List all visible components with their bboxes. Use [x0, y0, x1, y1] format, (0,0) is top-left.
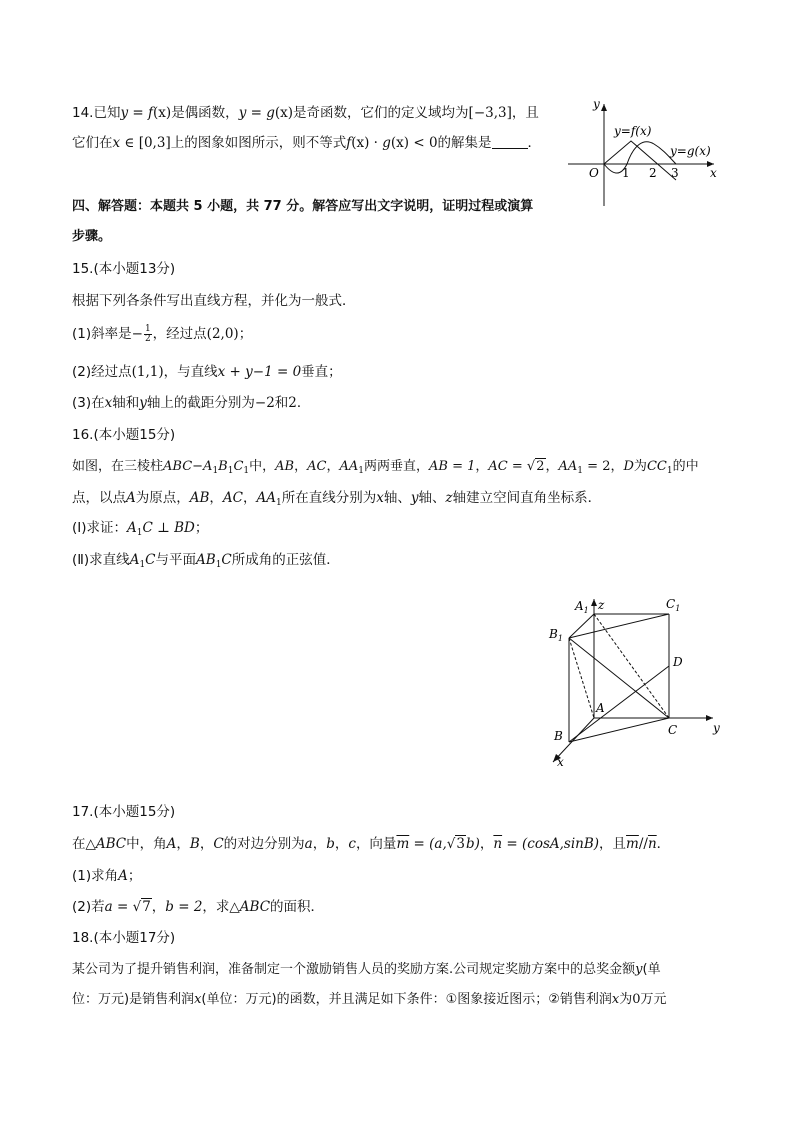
label-C: C: [668, 723, 678, 737]
q15-stem: 根据下列各条件写出直线方程，并化为一般式．: [72, 293, 356, 309]
q15-part-2: (2)经过点(1,1)，与直线x + y−1 = 0垂直；: [72, 364, 342, 380]
q17-part-2: (2)若a = √7，b = 2，求△ABC的面积．: [72, 899, 325, 915]
graph-f-curve: [604, 141, 676, 180]
z-axis-arrow: [591, 599, 597, 606]
y-axis-label: y: [713, 721, 720, 735]
graph-f-label: y=f(x): [614, 124, 652, 138]
label-A1: $A_1$: [575, 599, 589, 615]
dashed-B1-A: [569, 638, 594, 718]
q18-header: 18.(本小题17分): [72, 930, 176, 946]
section-4-header-line-2: 步骤。: [72, 229, 112, 244]
y-axis-arrow: [706, 715, 713, 721]
q14-number: 14.: [72, 105, 94, 121]
label-D: D: [673, 655, 683, 669]
q16-part-2: (Ⅱ)求直线$A_1C$与平面$AB_1C$所成角的正弦值．: [72, 552, 340, 570]
graph-g-label: y=g(x): [670, 144, 711, 158]
q18-line-1: 某公司为了提升销售利润，准备制定一个激励销售人员的奖励方案.公司规定奖励方案中的总奖金额y(单: [72, 962, 661, 977]
edge-B1-C1: [569, 614, 669, 638]
graph-tick-3: 3: [671, 166, 679, 180]
label-B1: $B_1$: [549, 627, 563, 643]
q17-line-1: 在△ABC中，角A，B，C的对边分别为a，b，c，向量$\overline{m} = (a,√3b)$，$\overline{n} = (\cos A,\sin B)$，且$\overline{m}//\overline{n}$．: [72, 836, 671, 852]
q14-function-graph: [564, 94, 724, 209]
graph-g-curve: [604, 142, 676, 173]
q17-part-1: (1)求角A；: [72, 868, 142, 884]
q16-line-2: 点，以点A为原点，AB，AC，$AA_1$所在直线分别为x轴、y轴、z轴建立空间直角坐标系．: [72, 490, 602, 508]
z-axis-label: z: [598, 598, 605, 612]
graph-tick-1: 1: [622, 166, 630, 180]
q16-part-1: (Ⅰ)求证：$A_1C$ ⊥ BD；: [72, 520, 209, 538]
graph-origin-label: O: [589, 166, 599, 180]
q15-header: 15.(本小题13分): [72, 261, 176, 277]
edge-A1-B1: [569, 614, 594, 638]
x-axis-label: x: [557, 755, 564, 769]
q16-header: 16.(本小题15分): [72, 427, 176, 443]
q16-prism-figure: [535, 596, 735, 771]
q15-part-1: (1)斜率是− $\frac{1}{2}$ ，经过点(2,0)；: [72, 323, 253, 344]
q18-line-2: 位：万元)是销售利润x(单位：万元)的函数，并且满足如下条件：①图象接近图示；②销售利润x为0万元: [72, 992, 667, 1007]
answer-blank: [492, 134, 528, 149]
label-A: A: [596, 701, 605, 715]
q16-line-1: 如图，在三棱柱$ABC-A_1B_1C_1$中，AB，AC，$AA_1$两两垂直，AB = 1，AC = √2，$AA_1 = 2$，D为$CC_1$的中: [72, 459, 699, 476]
label-B: B: [554, 729, 563, 743]
q14-line-1: 14.已知y = f(x)是偶函数，y = g(x)是奇函数，它们的定义域均为[−3,3]，且: [72, 105, 539, 121]
label-C1: $C_1$: [666, 597, 681, 613]
graph-x-label: x: [710, 166, 717, 180]
graph-y-label: y: [593, 97, 600, 111]
graph-tick-2: 2: [649, 166, 657, 180]
section-4-header-line-1: 四、解答题：本题共 5 小题，共 77 分。解答应写出文字说明，证明过程或演算: [72, 199, 534, 214]
graph-y-arrow: [601, 104, 607, 111]
fraction-one-half: $\frac{1}{2}$: [144, 323, 151, 344]
q17-header: 17.(本小题15分): [72, 804, 176, 820]
q15-part-3: (3)在x轴和y轴上的截距分别为−2和2．: [72, 395, 311, 411]
q14-line-2: 它们在x ∈ [0,3]上的图象如图所示，则不等式f(x) · g(x) < 0的解集是 ．: [72, 135, 542, 151]
